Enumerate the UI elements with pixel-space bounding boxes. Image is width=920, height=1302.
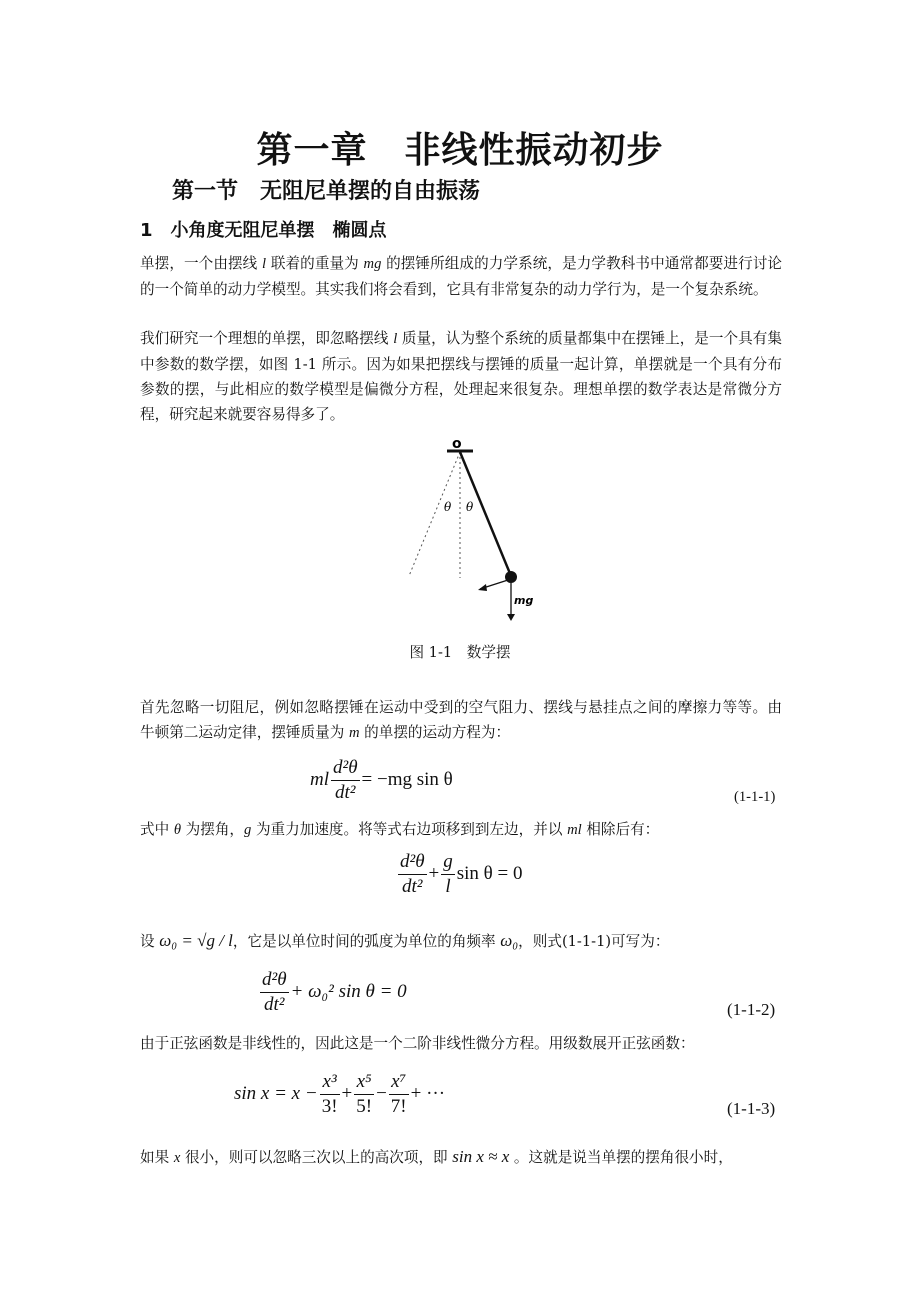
equation-number-1-1-1: (1-1-1) <box>734 789 776 805</box>
paragraph-theta-def: 式中 θ 为摆角，g 为重力加速度。将等式右边项移到到左边，并以 ml 相除后有： <box>140 821 660 838</box>
paragraph-ideal-pendulum: 我们研究一个理想的单摆，即忽略摆线 l 质量，认为整个系统的质量都集中在摆锤上，是一个具有集中参数的数学摆，如图 1-1 所示。因为如果把摆线与摆锤的质量一起计算，单摆就是一个具有分布参数的摆，与此相应的数学模型是偏微分方程，处理起来很复杂。理想单摆的数学表达是常微分方程，研究起来就要容易得多了。 <box>140 330 783 423</box>
paragraph-small-angle: 如果 x 很小，则可以忽略三次以上的高次项，即 sin x ≈ x 。这就是说当单摆的摆角很小时， <box>140 1147 733 1166</box>
theta-left-label: θ <box>444 500 452 514</box>
section-title: 第一节 无阻尼单摆的自由振荡 <box>172 179 481 204</box>
equation-1-1-1: ml $\frac{\text{d²θ}}{\text{dt²}}$ = −mg sin θ <box>310 757 453 803</box>
theta-right-label: θ <box>466 500 474 514</box>
pendulum-bob <box>505 571 517 583</box>
equation-1-1-3: sin x = x − $\frac{\text{x³}}{3!}$ + $\frac{\text{x⁵}}{5!}$ − $\frac{\text{x⁷}}{7!}$ + ··· <box>234 1071 446 1117</box>
tangent-arrowhead <box>478 584 487 591</box>
equation-1-1-2: $\frac{\text{d²θ}}{\text{dt²}}$ + ω₀² sin θ = 0 <box>262 969 407 1015</box>
equation-number-1-1-2: (1-1-2) <box>727 1000 776 1019</box>
paragraph-intro: 单摆，一个由摆线 l 联着的重量为 mg 的摆锤所组成的力学系统，是力学教科书中通常都要进行讨论的一个简单的动力学模型。其实我们将会看到，它具有非常复杂的动力学行为，是一个复杂系统。 <box>140 255 782 298</box>
force-label: mg <box>514 594 534 607</box>
subsection-title: 1 小角度无阻尼单摆 椭圆点 <box>140 220 387 241</box>
paragraph-omega-def: 设 ω₀ = √g / l，它是以单位时间的弧度为单位的角频率 ω₀，则式(1-1-1)可写为： <box>140 931 670 950</box>
pivot-label: o <box>452 436 462 452</box>
equation-normalized: $\frac{\text{d²θ}}{\text{dt²}}$ + $\frac{g}{l}$ sin θ = 0 <box>400 851 523 897</box>
pendulum-string <box>460 452 511 576</box>
paragraph-newton: 首先忽略一切阻尼，例如忽略摆锤在运动中受到的空气阻力、摆线与悬挂点之间的摩擦力等等。由牛顿第二运动定律，摆锤质量为 m 的单摆的运动方程为： <box>140 699 782 741</box>
chapter-title: 第一章 非线性振动初步 <box>256 130 664 171</box>
paragraph-series: 由于正弦函数是非线性的，因此这是一个二阶非线性微分方程。用级数展开正弦函数： <box>140 1035 695 1052</box>
gravity-arrowhead <box>507 614 515 621</box>
left-swing-line <box>409 452 460 576</box>
equation-number-1-1-3: (1-1-3) <box>727 1099 776 1118</box>
figure-caption: 图 1-1 数学摆 <box>409 644 511 661</box>
